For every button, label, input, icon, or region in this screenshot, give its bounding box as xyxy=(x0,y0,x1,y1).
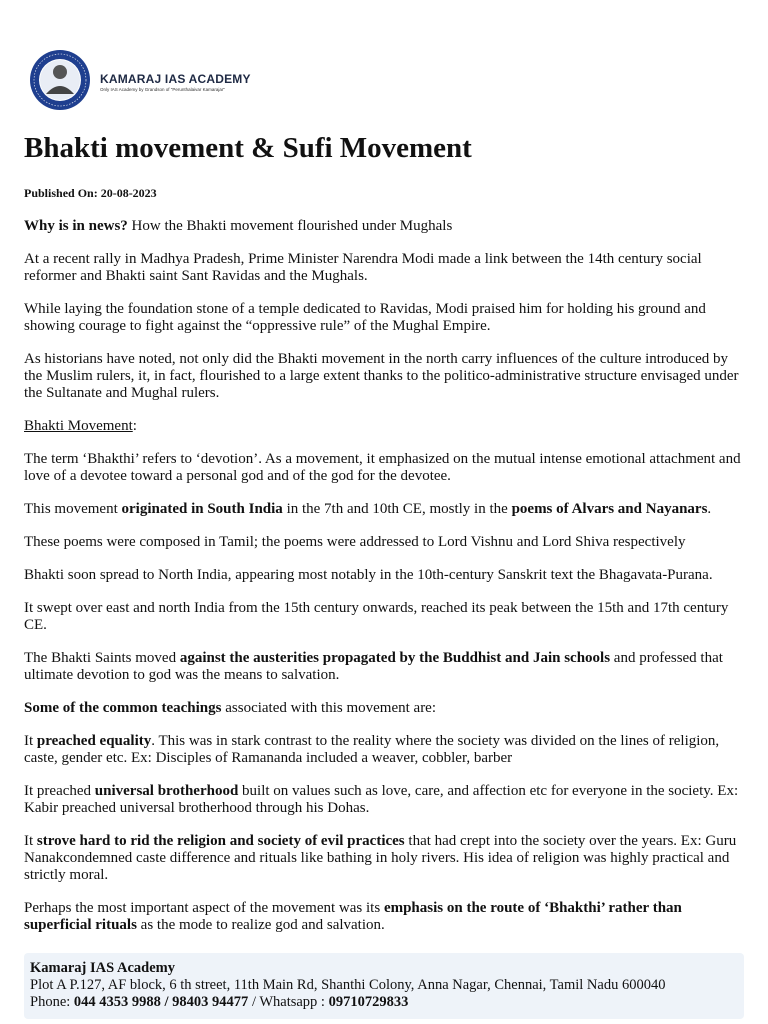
text-span: Perhaps the most important aspect of the movement was its xyxy=(24,900,384,916)
paragraph-north-india: Bhakti soon spread to North India, appearing most notably in the 10th-century Sanskrit text the Bhagavata-Purana. xyxy=(24,567,713,583)
paragraph-foundation: While laying the foundation stone of a temple dedicated to Ravidas, Modi praised him for holding his ground and showing courage to fight against the “oppressive rule” of the Mughal Empire. xyxy=(24,301,706,334)
bold-span: universal brotherhood xyxy=(94,783,239,799)
bold-span: Some of the common teachings xyxy=(24,700,222,716)
published-date: Published On: 20-08-2023 xyxy=(24,186,157,200)
phone-numbers: 044 4353 9988 / 98403 94477 xyxy=(73,994,249,1010)
footer-org xyxy=(30,960,738,977)
text-span: It xyxy=(24,833,37,849)
paragraph-evil-practices xyxy=(24,833,744,884)
academy-logo-icon xyxy=(24,48,96,112)
paragraph-equality xyxy=(24,733,744,767)
text-span: in the 7th and 10th CE, mostly in the xyxy=(282,501,512,517)
footer-contact-box xyxy=(24,953,744,1019)
bold-span: poems of Alvars and Nayanars xyxy=(511,501,708,517)
paragraph-term: The term ‘Bhakthi’ refers to ‘devotion’. As a movement, it emphasized on the mutual intense emotional attachment and love of a devotee toward a personal god and of the god for the devotee. xyxy=(24,451,741,484)
brand-tagline: Only IAS Academy by Grandson of "Perunthalaivar Kamarajar" xyxy=(100,87,226,92)
paragraph-teachings xyxy=(24,700,744,717)
paragraph-saints xyxy=(24,650,744,684)
paragraph-spread: It swept over east and north India from the 15th century onwards, reached its peak between the 15th and 17th century CE. xyxy=(24,600,729,633)
bold-span: emphasis on the route of ‘Bhakthi’ rather than superficial rituals xyxy=(24,900,682,933)
article xyxy=(24,128,744,934)
whatsapp-number: 09710729833 xyxy=(328,994,409,1010)
text-span: . This was in stark contrast to the reality where the society was divided on the lines of religion, caste, gender etc. Ex: Disciples of Ramananda included a weaver, cobbler, barber xyxy=(24,733,720,766)
text-span: built on values such as love, care, and affection etc for everyone in the society. Ex: Kabir preached universal brotherhood through his Dohas. xyxy=(24,783,739,816)
org-name: Kamaraj IAS Academy xyxy=(30,960,175,976)
paragraph-historians: As historians have noted, not only did the Bhakti movement in the north carry influences of the culture introduced by the Muslim rulers, it, in fact, flourished to a large extent thanks to the politico-administrative structure envisaged under the Sultanate and Mughal rulers. xyxy=(24,351,739,401)
whatsapp-label: / Whatsapp : xyxy=(248,994,329,1010)
text-span: . xyxy=(707,501,712,517)
text-span: as the mode to realize god and salvation. xyxy=(136,917,385,933)
bold-span: strove hard to rid the religion and society of evil practices xyxy=(36,833,405,849)
bold-span: originated in South India xyxy=(121,501,283,517)
section-heading xyxy=(24,418,744,435)
paragraph-origin xyxy=(24,501,744,518)
paragraph-tamil-poems: These poems were composed in Tamil; the poems were addressed to Lord Vishnu and Lord Shiva respectively xyxy=(24,534,686,550)
text-span: and professed that ultimate devotion to god was the means to salvation. xyxy=(24,650,723,683)
why-label: Why is in news? xyxy=(24,218,128,234)
section-colon: : xyxy=(132,418,137,434)
text-span: that had crept into the society over the years. Ex: Guru Nanakcondemned caste difference and rituals like bathing in holy rivers. His idea of religion was highly practical and strictly moral. xyxy=(24,833,737,883)
text-span: It preached xyxy=(24,783,95,799)
article-title: Bhakti movement & Sufi Movement xyxy=(24,132,472,164)
brand-name: KAMARAJ IAS ACADEMY xyxy=(100,72,251,86)
bold-span: preached equality xyxy=(36,733,152,749)
footer-address: Plot A P.127, AF block, 6 th street, 11th Main Rd, Shanthi Colony, Anna Nagar, Chennai, Tamil Nadu 600040 xyxy=(30,977,666,993)
bold-span: against the austerities propagated by the Buddhist and Jain schools xyxy=(179,650,611,666)
paragraph-emphasis xyxy=(24,900,744,934)
phone-label: Phone: xyxy=(30,994,74,1010)
header xyxy=(24,48,251,112)
section-title: Bhakti Movement xyxy=(24,418,133,434)
footer-phone xyxy=(30,994,738,1011)
text-span: associated with this movement are: xyxy=(221,700,437,716)
text-span: This movement xyxy=(24,501,122,517)
text-span: It xyxy=(24,733,37,749)
paragraph-brotherhood xyxy=(24,783,744,817)
why-in-news xyxy=(24,218,744,235)
why-text: How the Bhakti movement flourished under Mughals xyxy=(127,218,453,234)
paragraph-rally: At a recent rally in Madhya Pradesh, Prime Minister Narendra Modi made a link between the 14th century social reformer and Bhakti saint Sant Ravidas and the Mughals. xyxy=(24,251,702,284)
text-span: The Bhakti Saints moved xyxy=(24,650,180,666)
